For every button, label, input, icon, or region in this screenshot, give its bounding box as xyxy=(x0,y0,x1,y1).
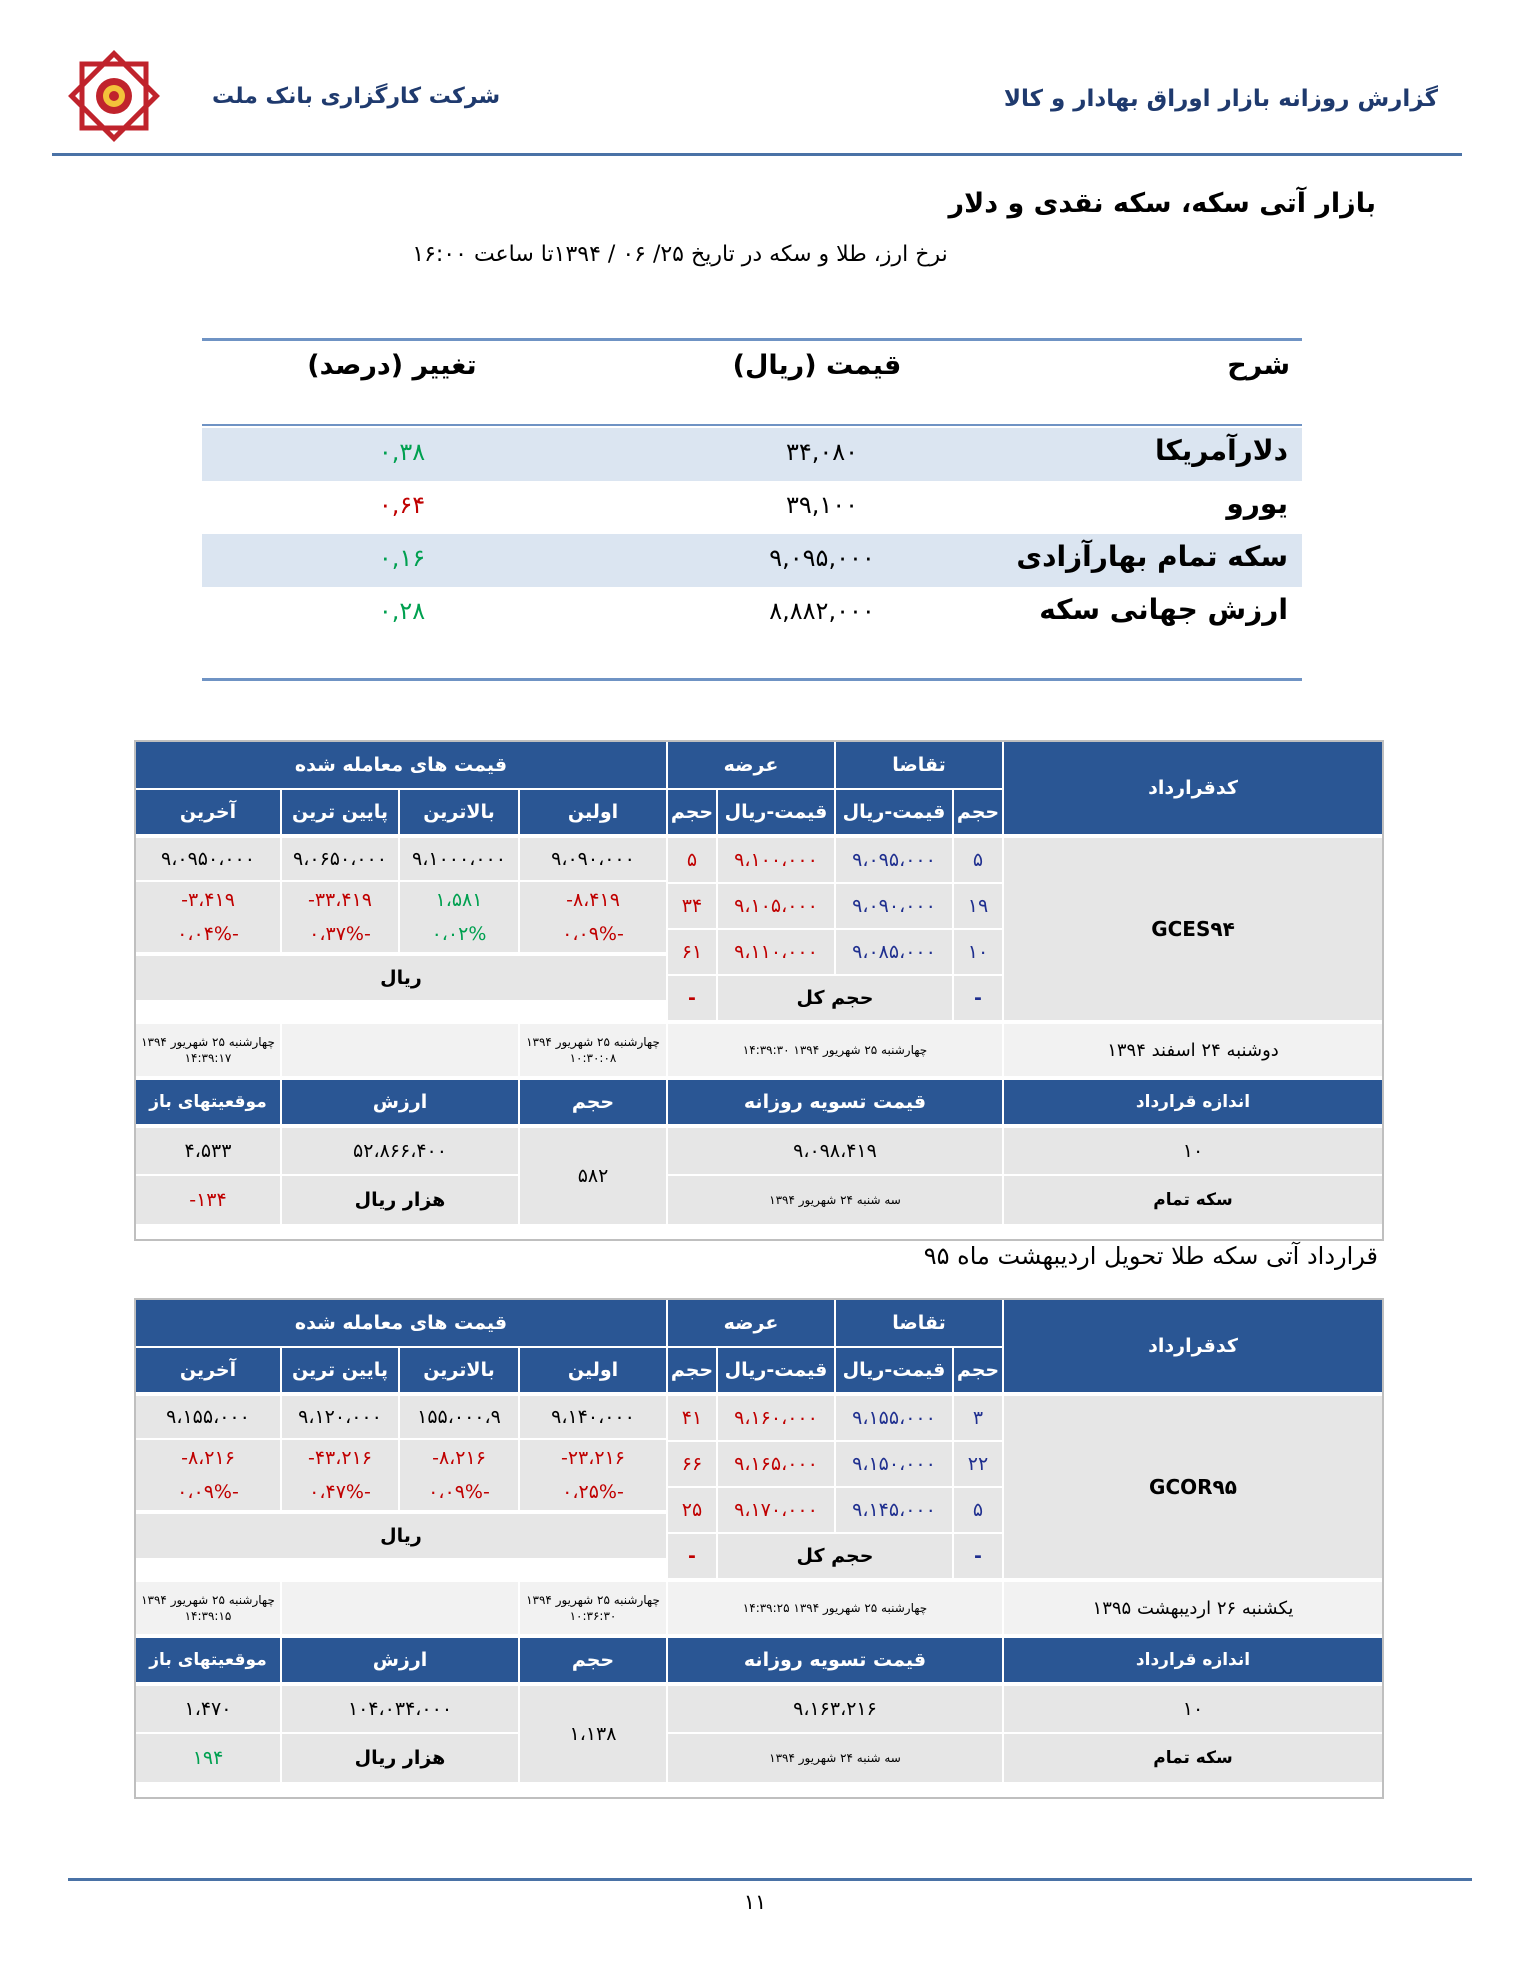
settlement-price: ۹،۰۹۸،۴۱۹ xyxy=(668,1128,1002,1174)
traded-prices-header: قیمت های معامله شده xyxy=(136,742,666,788)
demand-price: ۹،۰۸۵،۰۰۰ xyxy=(836,930,952,974)
first-change: -۲۳،۲۱۶ ۰،۲۵%- xyxy=(520,1440,666,1510)
contract-size-header: اندازه قرارداد xyxy=(1004,1080,1382,1124)
highest-price: ۱۵۵،۰۰۰،۹ xyxy=(400,1396,518,1438)
trade-value: ۱۰۴،۰۳۴،۰۰۰ xyxy=(282,1686,518,1732)
supply-price: ۹،۱۱۰،۰۰۰ xyxy=(718,930,834,974)
rate-row xyxy=(202,534,1302,587)
supply-price: ۹،۱۰۵،۰۰۰ xyxy=(718,884,834,928)
contract-size-value: ۱۰ xyxy=(1004,1686,1382,1732)
supply-volume: ۲۵ xyxy=(668,1488,716,1532)
expiry-date: یکشنبه ۲۶ اردیبهشت ۱۳۹۵ xyxy=(1004,1582,1382,1634)
settlement-price: ۹،۱۶۳،۲۱۶ xyxy=(668,1686,1002,1732)
rate-name: ارزش جهانی سکه xyxy=(1039,593,1288,626)
open-positions-header: موقعیتهای باز xyxy=(136,1080,280,1124)
supply-header: عرضه xyxy=(668,1300,834,1346)
settlement-date: سه شنبه ۲۴ شهریور ۱۳۹۴ xyxy=(668,1176,1002,1224)
expiry-date: دوشنبه ۲۴ اسفند ۱۳۹۴ xyxy=(1004,1024,1382,1076)
demand-volume: ۱۹ xyxy=(954,884,1002,928)
header-change: تغییر (درصد) xyxy=(307,350,477,381)
volume-header: حجم xyxy=(520,1638,666,1682)
rate-change: ۰,۲۸ xyxy=(378,597,426,625)
rate-change: ۰,۱۶ xyxy=(378,544,426,572)
rate-price: ۹,۰۹۵,۰۰۰ xyxy=(769,544,875,572)
footer-divider xyxy=(68,1878,1472,1881)
rate-price: ۸,۸۸۲,۰۰۰ xyxy=(769,597,875,625)
contract-code: GCOR۹۵ xyxy=(1004,1396,1382,1578)
supply-price-header: قیمت-ریال xyxy=(718,790,834,834)
supply-price: ۹،۱۷۰،۰۰۰ xyxy=(718,1488,834,1532)
demand-volume: ۵ xyxy=(954,838,1002,882)
contract-code: GCES۹۴ xyxy=(1004,838,1382,1020)
lowest-header: پایین ترین xyxy=(282,1348,398,1392)
demand-price: ۹،۱۴۵،۰۰۰ xyxy=(836,1488,952,1532)
order-book-time: چهارشنبه ۲۵ شهریور ۱۳۹۴ ۱۴:۳۹:۲۵ xyxy=(668,1582,1002,1634)
first-header: اولین xyxy=(520,790,666,834)
highest-header: بالاترین xyxy=(400,1348,518,1392)
supply-header: عرضه xyxy=(668,742,834,788)
highest-change: -۸،۲۱۶ ۰،۰۹%- xyxy=(400,1440,518,1510)
rate-name: یورو xyxy=(1226,487,1288,520)
open-positions-value: ۴،۵۳۳ xyxy=(136,1128,280,1174)
rate-row xyxy=(202,428,1302,481)
highest-price: ۹،۱۰۰۰،۰۰۰ xyxy=(400,838,518,880)
last-price: ۹،۰۹۵۰،۰۰۰ xyxy=(136,838,280,880)
section-subtitle: نرخ ارز، طلا و سکه در تاریخ ۲۵/ ۰۶ / ۱۳۹۴تا ساعت ۱۶:۰۰ xyxy=(412,242,948,267)
currency-label: ریال xyxy=(136,956,666,1000)
settlement-header: قیمت تسویه روزانه xyxy=(668,1080,1002,1124)
demand-volume: ۳ xyxy=(954,1396,1002,1440)
bank-mellat-logo-icon xyxy=(62,46,166,146)
demand-header: تقاضا xyxy=(836,742,1002,788)
supply-volume: ۶۱ xyxy=(668,930,716,974)
trade-value: ۵۲،۸۶۶،۴۰۰ xyxy=(282,1128,518,1174)
demand-volume-header: حجم xyxy=(954,790,1002,834)
rate-name: دلارآمریکا xyxy=(1155,434,1288,467)
trade-volume: ۵۸۲ xyxy=(520,1128,666,1224)
traded-prices-header: قیمت های معامله شده xyxy=(136,1300,666,1346)
section-title: بازار آتی سکه، سکه نقدی و دلار xyxy=(948,188,1376,219)
supply-volume: ۶۶ xyxy=(668,1442,716,1486)
empty-cell xyxy=(282,1582,518,1634)
open-positions-change: -۱۳۴ xyxy=(136,1176,280,1224)
settlement-date: سه شنبه ۲۴ شهریور ۱۳۹۴ xyxy=(668,1734,1002,1782)
value-header: ارزش xyxy=(282,1080,518,1124)
currency-label: ریال xyxy=(136,1514,666,1558)
demand-total-volume: - xyxy=(954,1534,1002,1578)
demand-header: تقاضا xyxy=(836,1300,1002,1346)
empty-cell xyxy=(282,1024,518,1076)
total-volume-label: حجم کل xyxy=(718,976,952,1020)
company-name: شرکت کارگزاری بانک ملت xyxy=(212,84,501,109)
first-trade-time: چهارشنبه ۲۵ شهریور ۱۳۹۴ ۱۰:۳۶:۳۰ xyxy=(520,1582,666,1634)
rates-summary-table xyxy=(202,338,1302,681)
last-header: آخرین xyxy=(136,1348,280,1392)
last-trade-time: چهارشنبه ۲۵ شهریور ۱۳۹۴ ۱۴:۳۹:۱۵ xyxy=(136,1582,280,1634)
supply-total-volume: - xyxy=(668,976,716,1020)
volume-header: حجم xyxy=(520,1080,666,1124)
demand-price: ۹،۰۹۰،۰۰۰ xyxy=(836,884,952,928)
first-change: -۸،۴۱۹ ۰،۰۹%- xyxy=(520,882,666,952)
contract-unit: سکه تمام xyxy=(1004,1176,1382,1224)
lowest-change: -۴۳،۲۱۶ ۰،۴۷%- xyxy=(282,1440,398,1510)
value-unit: هزار ریال xyxy=(282,1176,518,1224)
demand-volume: ۱۰ xyxy=(954,930,1002,974)
supply-volume-header: حجم xyxy=(668,1348,716,1392)
lowest-price: ۹،۱۲۰،۰۰۰ xyxy=(282,1396,398,1438)
supply-price-header: قیمت-ریال xyxy=(718,1348,834,1392)
rate-change: ۰,۶۴ xyxy=(378,491,426,519)
contract-size-value: ۱۰ xyxy=(1004,1128,1382,1174)
demand-price: ۹،۰۹۵،۰۰۰ xyxy=(836,838,952,882)
rate-row xyxy=(202,481,1302,534)
contract-table-gces94 xyxy=(134,740,1384,1241)
rate-price: ۳۴,۰۸۰ xyxy=(785,438,859,466)
header-desc: شرح xyxy=(1227,350,1290,381)
rate-price: ۳۹,۱۰۰ xyxy=(785,491,859,519)
highest-header: بالاترین xyxy=(400,790,518,834)
rate-row xyxy=(202,587,1302,640)
rate-name: سکه تمام بهارآزادی xyxy=(1016,540,1288,573)
rate-change: ۰,۳۸ xyxy=(378,438,426,466)
report-title: گزارش روزانه بازار اوراق بهادار و کالا xyxy=(1003,86,1438,112)
contract-caption: قرارداد آتی سکه طلا تحویل اردیبهشت ماه ۹۵ xyxy=(923,1242,1378,1270)
lowest-price: ۹،۰۶۵۰،۰۰۰ xyxy=(282,838,398,880)
demand-price-header: قیمت-ریال xyxy=(836,1348,952,1392)
supply-volume: ۳۴ xyxy=(668,884,716,928)
demand-volume: ۵ xyxy=(954,1488,1002,1532)
first-trade-time: چهارشنبه ۲۵ شهریور ۱۳۹۴ ۱۰:۳۰:۰۸ xyxy=(520,1024,666,1076)
highest-change: ۱،۵۸۱ ۰،۰۲% xyxy=(400,882,518,952)
supply-volume: ۴۱ xyxy=(668,1396,716,1440)
first-price: ۹،۰۹۰،۰۰۰ xyxy=(520,838,666,880)
contract-table-gcor95 xyxy=(134,1298,1384,1799)
contract-code-header: کدقرارداد xyxy=(1004,1300,1382,1392)
supply-price: ۹،۱۰۰،۰۰۰ xyxy=(718,838,834,882)
value-header: ارزش xyxy=(282,1638,518,1682)
contract-code-header: کدقرارداد xyxy=(1004,742,1382,834)
open-positions-value: ۱،۴۷۰ xyxy=(136,1686,280,1732)
demand-volume: ۲۲ xyxy=(954,1442,1002,1486)
last-change: -۳،۴۱۹ ۰،۰۴%- xyxy=(136,882,280,952)
supply-price: ۹،۱۶۰،۰۰۰ xyxy=(718,1396,834,1440)
last-change: -۸،۲۱۶ ۰،۰۹%- xyxy=(136,1440,280,1510)
header-price: قیمت (ریال) xyxy=(732,350,902,381)
contract-unit: سکه تمام xyxy=(1004,1734,1382,1782)
demand-volume-header: حجم xyxy=(954,1348,1002,1392)
contract-size-header: اندازه قرارداد xyxy=(1004,1638,1382,1682)
last-price: ۹،۱۵۵،۰۰۰ xyxy=(136,1396,280,1438)
first-header: اولین xyxy=(520,1348,666,1392)
order-book-time: چهارشنبه ۲۵ شهریور ۱۳۹۴ ۱۴:۳۹:۳۰ xyxy=(668,1024,1002,1076)
demand-price: ۹،۱۵۵،۰۰۰ xyxy=(836,1396,952,1440)
supply-volume: ۵ xyxy=(668,838,716,882)
value-unit: هزار ریال xyxy=(282,1734,518,1782)
header-divider xyxy=(52,153,1462,156)
total-volume-label: حجم کل xyxy=(718,1534,952,1578)
open-positions-header: موقعیتهای باز xyxy=(136,1638,280,1682)
supply-volume-header: حجم xyxy=(668,790,716,834)
settlement-header: قیمت تسویه روزانه xyxy=(668,1638,1002,1682)
lowest-change: -۳۳،۴۱۹ ۰،۳۷%- xyxy=(282,882,398,952)
demand-price: ۹،۱۵۰،۰۰۰ xyxy=(836,1442,952,1486)
supply-price: ۹،۱۶۵،۰۰۰ xyxy=(718,1442,834,1486)
open-positions-change: ۱۹۴ xyxy=(136,1734,280,1782)
first-price: ۹،۱۴۰،۰۰۰ xyxy=(520,1396,666,1438)
supply-total-volume: - xyxy=(668,1534,716,1578)
trade-volume: ۱،۱۳۸ xyxy=(520,1686,666,1782)
demand-total-volume: - xyxy=(954,976,1002,1020)
demand-price-header: قیمت-ریال xyxy=(836,790,952,834)
last-trade-time: چهارشنبه ۲۵ شهریور ۱۳۹۴ ۱۴:۳۹:۱۷ xyxy=(136,1024,280,1076)
last-header: آخرین xyxy=(136,790,280,834)
lowest-header: پایین ترین xyxy=(282,790,398,834)
page-number: ۱۱ xyxy=(743,1890,767,1914)
